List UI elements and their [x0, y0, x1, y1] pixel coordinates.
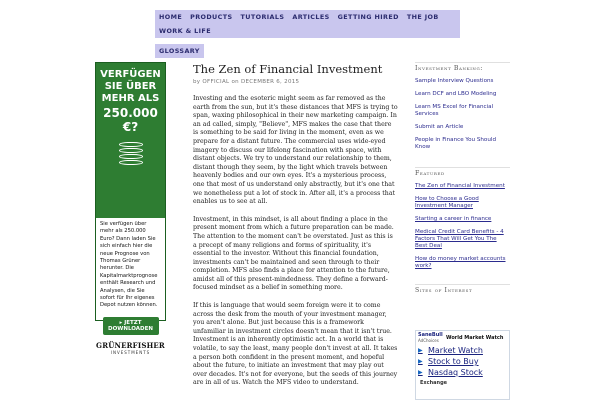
play-arrow-icon: ▶ [418, 358, 423, 365]
byline-by: by [193, 79, 201, 85]
nav-item-work-life[interactable]: WORK & LIFE [159, 27, 211, 35]
widget-link[interactable]: Nasdaq Stock [428, 368, 483, 377]
widget-link-row[interactable] [416, 367, 509, 378]
nav-row-primary [155, 10, 460, 38]
ad-amount: 250.000 €? [103, 106, 158, 134]
featured-link[interactable]: How do money market accounts work? [415, 256, 506, 269]
article-author[interactable]: OFFICIAL [202, 79, 230, 85]
sidebar-link[interactable]: People in Finance You Should Know [415, 137, 497, 150]
featured-link[interactable]: Medical Credit Card Benefits - 4 Factors That Will Get You The Best Deal [415, 229, 504, 249]
widget-logo [416, 333, 446, 344]
nav-item-getting-hired[interactable]: GETTING HIRED [337, 13, 399, 21]
widget-link[interactable]: Market Watch [428, 346, 483, 355]
advertisement-banner[interactable] [95, 62, 166, 355]
ad-download-button[interactable]: ▸ JETZT DOWNLOADEN [103, 317, 159, 335]
nav-item-articles[interactable]: ARTICLES [292, 13, 330, 21]
widget-link-row[interactable] [416, 356, 509, 367]
article-title: The Zen of Financial Investment [193, 62, 383, 76]
featured-link[interactable]: Starting a career in finance [415, 216, 492, 222]
nav-row-secondary [155, 44, 204, 58]
byline-on: on [231, 79, 239, 85]
article-paragraph: Investing and the esoteric might seem as far removed as the earth from the sun, but it's these distances that MFS is trying to span, waxing philosophical in their new marketing campaign. In an ad called, simply, "Believe", MFS makes the case that there is something to be said for living in the moment, even as we prepare for a distant future. The commercial uses wide-eyed imagery to discuss our lifelong fascination with space, with distant objects. We try to understand our relationship to them, distant though they seem, by the light which travels between heavenly bodies and our own eyes. It's a mysterious process, one that most of us understand only abstractly, but it's one that we nonetheless put a lot of stock in. After all, it's a process that enables us to see at all. [193, 95, 398, 206]
article-paragraph: If this is language that would seem foreign were it to come across the desk from the mouth of your investment manager, you aren't alone. But just because this is a framework unfamiliar in investment circles doesn't mean that it isn't true. Investment is an inherently optimistic act. In a world that is volatile, to say the least, many people don't invest at all. It takes a person both confident in the present moment, and hopeful about the future, to initiate an investment that may play out over decades. It's not for everyone, but the seeds of this journey are in all of us. Watch the MFS video to understand. [193, 302, 398, 387]
nav-item-tutorials[interactable]: TUTORIALS [240, 13, 285, 21]
ad-header [96, 63, 165, 218]
ad-logo: GRÜNERFISHER [96, 340, 165, 350]
sidebar-link[interactable]: Learn DCF and LBO Modeling [415, 91, 497, 97]
top-nav [155, 10, 460, 58]
ad-download-label: JETZT DOWNLOADEN [108, 319, 153, 332]
sidebar-link[interactable]: Learn MS Excel for Financial Services [415, 104, 494, 117]
widget-header [416, 331, 509, 345]
ad-body-text: Sie verfügen über mehr als 250.000 Euro? Dann laden Sie sich einfach hier die neue Prognose von Thomas Grüner herunter. Die Kapitalmarktprognose enthält Research und Analysen, die Sie sofort für Ihr eigenes Depot nutzen können. [100, 221, 158, 309]
sidebar-link[interactable]: Sample Interview Questions [415, 78, 494, 84]
play-arrow-icon: ▶ [418, 369, 423, 376]
article-paragraph: Investment, in this mindset, is all about finding a place in the present moment from which a future preparation can be made. The attention to the moment can't be overstated. Just as this is a precept of many religions and forms of spirituality, it's essential to the investor. Without this financial foundation, investments can't be maintained and seen through to their completion. MFS also finds a place for attention to the future, amidst all of this present-mindedness. They define a forward-focused mindset as a belief in something more. [193, 215, 394, 292]
widget-link-row[interactable] [416, 345, 509, 356]
widget-adchoices[interactable]: AdChoices [418, 338, 439, 343]
widget-link[interactable]: Stock to Buy [428, 357, 479, 366]
play-arrow-icon: ▶ [418, 347, 423, 354]
article-byline [193, 79, 398, 85]
sidebar-heading-featured: Featured [415, 167, 510, 177]
featured-link[interactable]: How to Choose a Good Investment Manager [415, 196, 479, 209]
market-widget[interactable] [415, 330, 510, 400]
nav-item-the-job[interactable]: THE JOB [406, 13, 439, 21]
coin-stack-icon [119, 142, 143, 165]
ad-headline: VERFÜGEN SIE ÜBER MEHR ALS [100, 69, 161, 104]
sidebar-heading-sites: Sites of Interest [415, 284, 510, 294]
article [193, 62, 398, 388]
nav-item-products[interactable]: PRODUCTS [190, 13, 233, 21]
nav-item-glossary[interactable]: GLOSSARY [159, 47, 200, 55]
widget-title: World Market Watch [446, 335, 504, 341]
sidebar-heading-banking: Investment Banking: [415, 62, 510, 72]
ad-logo-subtitle: INVESTMENTS [110, 349, 151, 355]
nav-item-home[interactable]: HOME [159, 13, 183, 21]
sidebar-link[interactable]: Submit an Article [415, 124, 464, 130]
widget-logo-text: SaneBull [418, 331, 443, 338]
featured-link[interactable]: The Zen of Financial Investment [415, 183, 505, 189]
sidebar [415, 62, 510, 294]
article-date: DECEMBER 6, 2015 [240, 79, 300, 85]
widget-footer: Exchange [420, 380, 448, 386]
